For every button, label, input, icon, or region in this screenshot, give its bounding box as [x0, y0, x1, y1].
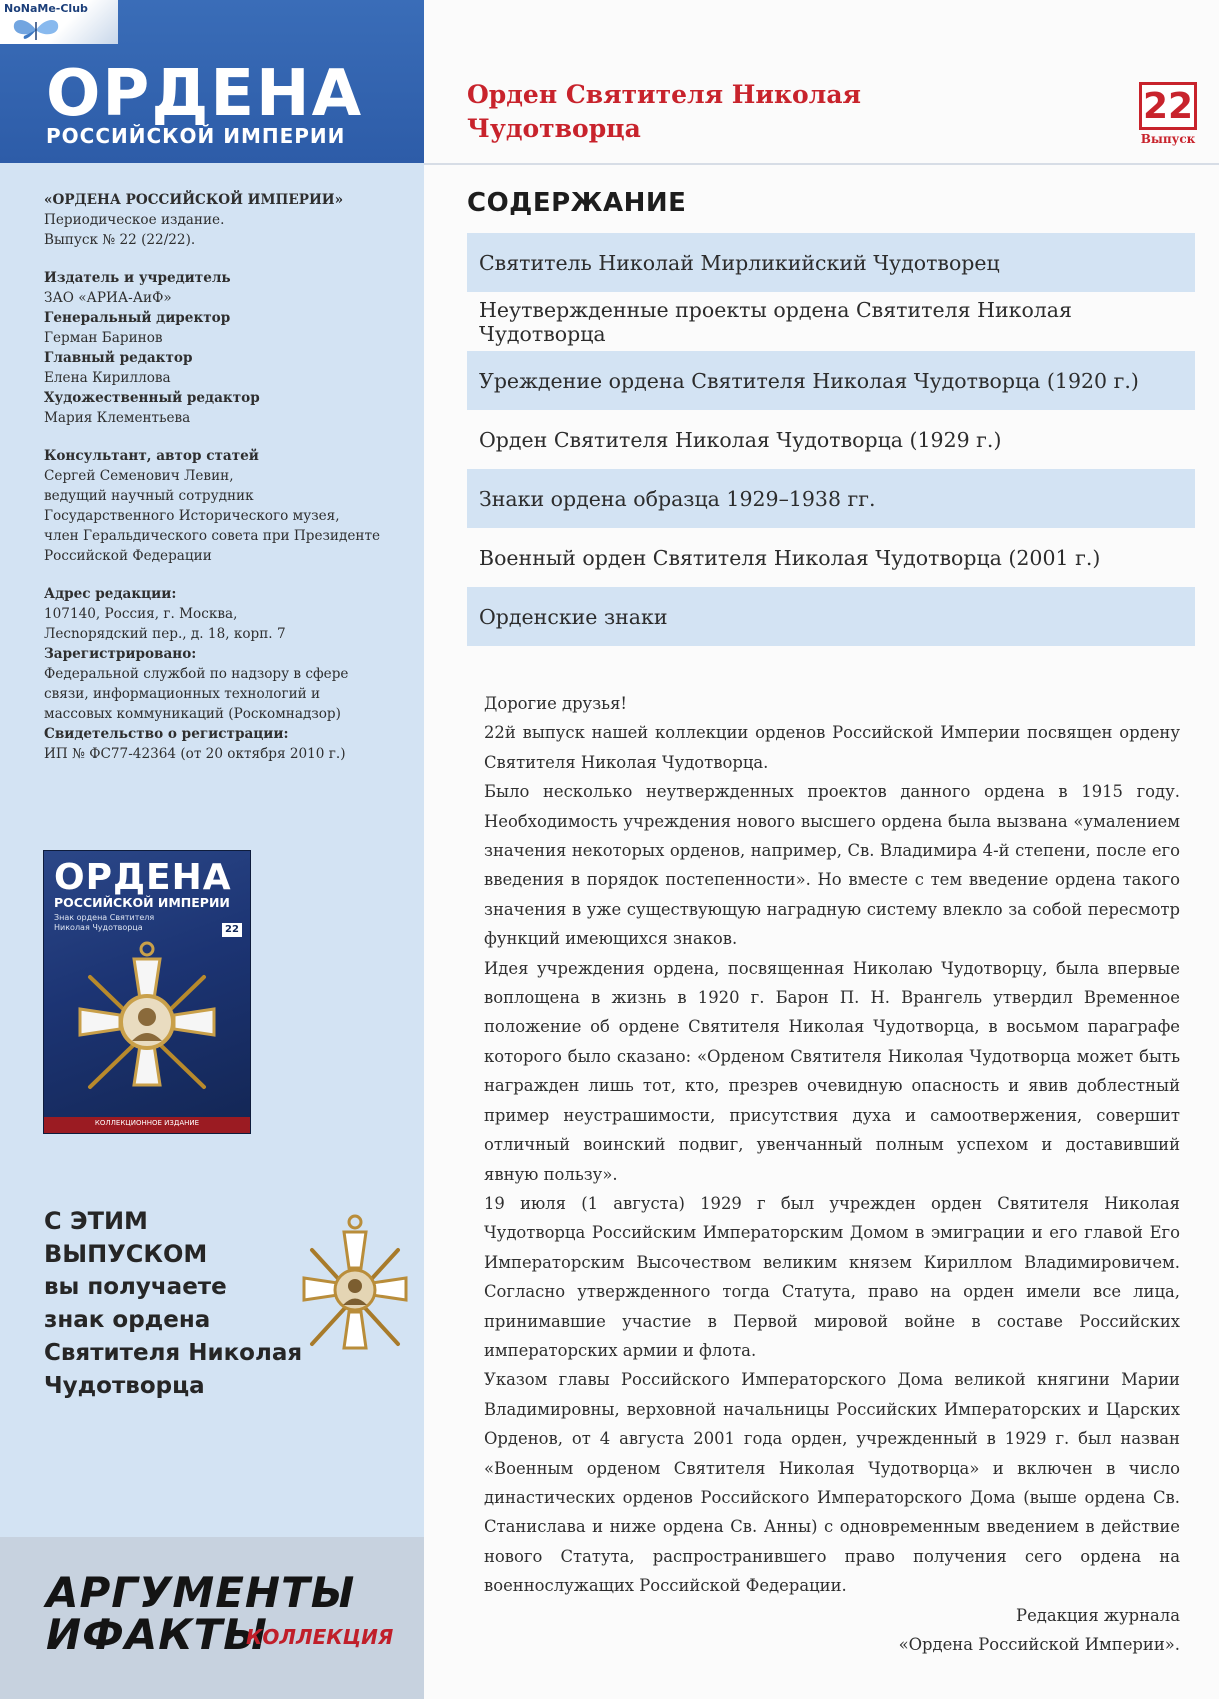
- imprint-periodical: Периодическое издание.: [44, 212, 225, 228]
- issue-title-line: Чудотворца: [467, 114, 641, 143]
- consult-line: ведущий научный сотрудник: [44, 488, 254, 504]
- watermark: [0, 0, 118, 44]
- promo-line: Святителя Николая: [44, 1340, 303, 1366]
- address-line: 107140, Россия, г. Москва,: [44, 606, 238, 622]
- registered-line: Федеральной службой по надзору в сфере: [44, 666, 349, 682]
- issue-title: [467, 78, 967, 146]
- toc-item[interactable]: Орденские знаки: [467, 587, 1195, 646]
- letter-signature: [484, 1601, 1180, 1660]
- order-badge-icon: [300, 1212, 410, 1362]
- imprint-magazine: «ОРДЕНА РОССИЙСКОЙ ИМПЕРИИ»: [44, 192, 344, 208]
- toc-item[interactable]: Неутвержденные проекты ордена Святителя Николая Чудотворца: [479, 297, 1072, 346]
- cert-value: ИП № ФС77-42364 (от 20 октября 2010 г.): [44, 746, 346, 762]
- toc-item[interactable]: Орден Святителя Николая Чудотворца (1929 г.): [479, 427, 1002, 452]
- issue-number: 22: [1142, 86, 1194, 127]
- publisher-logo-line-2: ИФАКТЫ: [46, 1610, 268, 1659]
- consult-line: Сергей Семенович Левин,: [44, 468, 234, 484]
- editor-value: Елена Кириллова: [44, 370, 171, 386]
- header-divider: [424, 163, 1219, 165]
- letter-paragraph: Идея учреждения ордена, посвященная Николаю Чудотворцу, была впервые воплощена в жизнь в 1920 г. Барон П. Н. Врангель утвердил Временное положение об ордене Святителя Николая Чудотворца, в восьмом параграфе которого было сказано: «Орденом Святителя Николая Чудотворца может быть награжден лишь тот, кто, презрев очевидную опасность и явив доблестный пример неустрашимости, присутствия духа и самоотвержения, совершит отличный воинский подвиг, увенчанный полным успехом и доставивший явную пользу».: [484, 958, 1180, 1184]
- magazine-cover-image: [44, 851, 250, 1133]
- order-cross-icon: [72, 937, 222, 1107]
- registered-label: Зарегистрировано:: [44, 646, 197, 662]
- gd-label: Генеральный директор: [44, 310, 231, 326]
- toc-item[interactable]: Святитель Николай Мирликийский Чудотворец: [467, 233, 1195, 292]
- left-sidebar: [0, 0, 424, 1699]
- cover-footer: [44, 1117, 250, 1133]
- consult-line: Государственного Исторического музея,: [44, 508, 340, 524]
- imprint: [44, 190, 404, 764]
- registered-line: массовых коммуникаций (Роскомнадзор): [44, 706, 341, 722]
- consult-line: Российской Федерации: [44, 548, 212, 564]
- watermark-text: NoNaMe-Club: [4, 2, 88, 15]
- imprint-issue: Выпуск № 22 (22/22).: [44, 232, 196, 248]
- gd-value: Герман Баринов: [44, 330, 163, 346]
- promo-lead: С ЭТИМ ВЫПУСКОМ: [44, 1207, 208, 1268]
- publisher-label: Издатель и учредитель: [44, 270, 231, 286]
- promo-text: [44, 1205, 314, 1403]
- promo-line: знак ордена: [44, 1307, 211, 1333]
- brand-title: ОРДЕНА: [46, 57, 364, 131]
- address-label: Адрес редакции:: [44, 586, 177, 602]
- butterfly-icon: [6, 14, 66, 44]
- toc-item[interactable]: Знаки ордена образца 1929–1938 гг.: [467, 469, 1195, 528]
- publisher-logo-line-1: АРГУМЕНТЫ: [46, 1568, 356, 1617]
- art-label: Художественный редактор: [44, 390, 260, 406]
- issue-label: Выпуск: [1140, 132, 1196, 146]
- signature-line: Редакция журнала: [1016, 1605, 1180, 1625]
- letter-paragraph: Указом главы Российского Императорского Дома великой княгини Марии Владимировны, верховной начальницы Российских Императорских и Царских Орденов, от 4 августа 2001 года орден, учрежденный в 1929 г. был назван «Военным орденом Святителя Николая Чудотворца» и включен в число династических орденов Российского Императорского Дома (выше ордена Св. Станислава и ниже ордена Св. Анны) с одновременным введением в действие нового Статута, распространившего право получения сего ордена на военнослужащих Российской Федерации.: [484, 1370, 1180, 1596]
- signature-line: «Ордена Российской Империи».: [898, 1635, 1180, 1654]
- consult-label: Консультант, автор статей: [44, 448, 259, 464]
- editorial-letter: [484, 689, 1180, 1659]
- toc-item[interactable]: Военный орден Святителя Николая Чудотворца (2001 г.): [479, 545, 1101, 570]
- issue-title-line: Орден Святителя Николая: [467, 80, 861, 109]
- promo-line: вы получаете: [44, 1274, 227, 1300]
- issue-number-badge: [1139, 82, 1197, 130]
- cover-caption: Знак ордена Святителя Николая Чудотворца: [54, 913, 155, 932]
- cover-footer-text: КОЛЛЕКЦИОННОЕ ИЗДАНИЕ: [94, 1119, 200, 1127]
- toc-item[interactable]: Уреждение ордена Святителя Николая Чудотворца (1920 г.): [467, 351, 1195, 410]
- letter-paragraph: Было несколько неутвержденных проектов данного ордена в 1915 году. Необходимость учреждения нового высшего ордена была вызвана «умалением значения некоторых орденов, например, Св. Владимира 4-й степени, после его введения в порядок постепенности». Но вместе с тем введение ордена такого значения в уже существующую наградную систему влекло за собой пересмотр функций имеющихся знаков.: [484, 782, 1180, 949]
- consult-line: член Геральдического совета при Президенте: [44, 528, 381, 544]
- cover-title: ОРДЕНА: [54, 857, 232, 898]
- table-of-contents: [467, 233, 1195, 646]
- publisher-value: ЗАО «АРИА-АиФ»: [44, 290, 172, 306]
- registered-line: связи, информационных технологий и: [44, 686, 321, 702]
- cert-label: Свидетельство о регистрации:: [44, 726, 289, 742]
- letter-greeting: Дорогие друзья!: [484, 694, 627, 713]
- cover-issue-number: 22: [222, 923, 242, 937]
- publisher-logo-collection: КОЛЛЕКЦИЯ: [246, 1625, 394, 1649]
- editor-label: Главный редактор: [44, 350, 193, 366]
- promo-line: Чудотворца: [44, 1373, 205, 1399]
- address-line: Лесnорядский пер., д. 18, корп. 7: [44, 626, 286, 642]
- brand-subtitle: РОССИЙСКОЙ ИМПЕРИИ: [46, 124, 346, 148]
- art-value: Мария Клементьева: [44, 410, 191, 426]
- letter-paragraph: 19 июля (1 августа) 1929 г был учрежден орден Святителя Николая Чудотворца Российским Императорским Домом в эмиграции и его главой Его Императорским Высочеством великим князем Кириллом Владимировичем. Согласно утвержденного тогда Статута, право на орден имели все лица, принимавшие участие в Первой мировой войне в составе Российских императорских армии и флота.: [484, 1193, 1180, 1360]
- cover-subtitle: РОССИЙСКОЙ ИМПЕРИИ: [54, 895, 230, 910]
- toc-heading: СОДЕРЖАНИЕ: [467, 188, 687, 218]
- letter-paragraph: 22й выпуск нашей коллекции орденов Российской Империи посвящен ордену Святителя Николая Чудотворца.: [484, 723, 1180, 772]
